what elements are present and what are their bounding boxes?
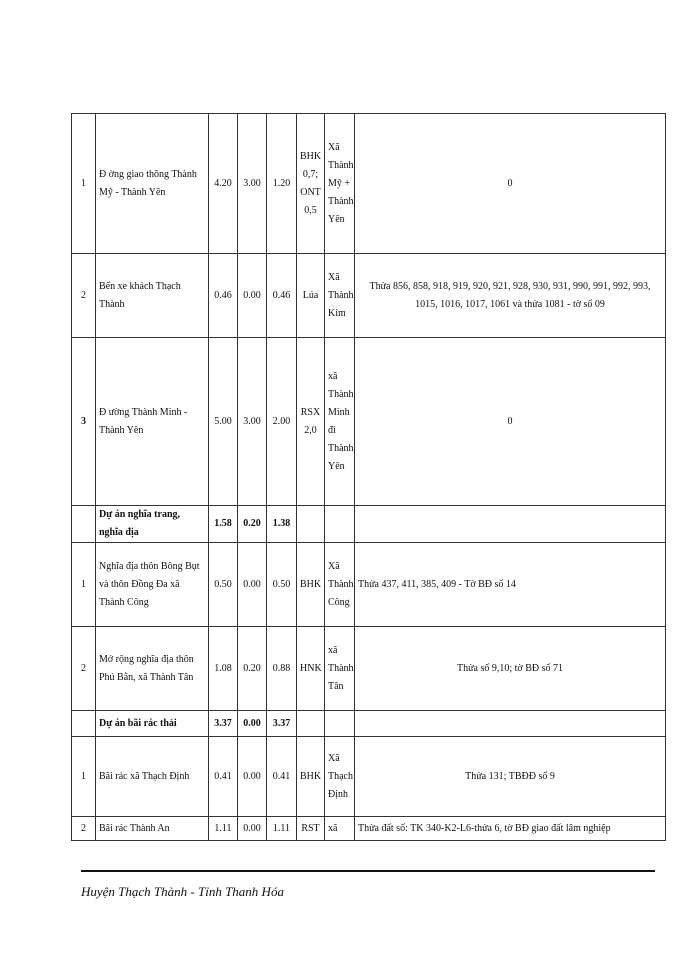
area-b-cell: 1.11 bbox=[267, 817, 297, 841]
total-area-cell: 5.00 bbox=[209, 338, 238, 506]
land-type-cell: BHK 0,7; ONT 0,5 bbox=[297, 114, 325, 254]
total-area-cell: 3.37 bbox=[209, 711, 238, 737]
area-b-cell: 1.20 bbox=[267, 114, 297, 254]
land-type-cell: BHK bbox=[297, 543, 325, 627]
table-row bbox=[72, 737, 666, 817]
project-name-cell: Nghĩa địa thôn Bông Bụt và thôn Đồng Đa xã Thành Công bbox=[96, 543, 209, 627]
parcel-note-cell bbox=[355, 711, 666, 737]
parcel-note-cell: Thửa 437, 411, 385, 409 - Tờ BĐ số 14 bbox=[355, 543, 666, 627]
project-name-cell: Dự án bãi rác thải bbox=[96, 711, 209, 737]
project-name-cell: Bến xe khách Thạch Thành bbox=[96, 254, 209, 338]
table-row bbox=[72, 114, 666, 254]
parcel-note-cell: Thửa đất số: TK 340-K2-L6-thửa 6, tờ BĐ giao đất lâm nghiệp bbox=[355, 817, 666, 841]
total-area-cell: 1.58 bbox=[209, 506, 238, 543]
parcel-note-cell: 0 bbox=[355, 338, 666, 506]
land-type-cell bbox=[297, 506, 325, 543]
area-a-cell: 3.00 bbox=[238, 114, 267, 254]
total-area-cell: 4.20 bbox=[209, 114, 238, 254]
project-name-cell: Bãi rác xã Thạch Định bbox=[96, 737, 209, 817]
parcel-note-cell: Thửa 131; TBĐĐ số 9 bbox=[355, 737, 666, 817]
area-a-cell: 0.00 bbox=[238, 737, 267, 817]
total-area-cell: 0.46 bbox=[209, 254, 238, 338]
table-row bbox=[72, 627, 666, 711]
area-b-cell: 1.38 bbox=[267, 506, 297, 543]
stt-cell: 3 bbox=[72, 338, 96, 506]
area-a-cell: 0.00 bbox=[238, 254, 267, 338]
project-name-cell: Bãi rác Thành An bbox=[96, 817, 209, 841]
area-a-cell: 3.00 bbox=[238, 338, 267, 506]
location-cell: xã Thành Tân bbox=[325, 627, 355, 711]
area-b-cell: 2.00 bbox=[267, 338, 297, 506]
stt-cell: 1 bbox=[72, 737, 96, 817]
location-cell: Xã Thạch Định bbox=[325, 737, 355, 817]
total-area-cell: 0.41 bbox=[209, 737, 238, 817]
stt-cell bbox=[72, 711, 96, 737]
stt-cell: 1 bbox=[72, 543, 96, 627]
table-body bbox=[72, 114, 666, 841]
parcel-note-cell bbox=[355, 506, 666, 543]
location-cell: xã bbox=[325, 817, 355, 841]
area-a-cell: 0.20 bbox=[238, 506, 267, 543]
location-cell bbox=[325, 506, 355, 543]
location-cell bbox=[325, 711, 355, 737]
area-a-cell: 0.00 bbox=[238, 711, 267, 737]
project-name-cell: Đ ường Thành Minh - Thành Yên bbox=[96, 338, 209, 506]
land-type-cell: RST bbox=[297, 817, 325, 841]
table-group-row bbox=[72, 506, 666, 543]
area-b-cell: 0.46 bbox=[267, 254, 297, 338]
area-a-cell: 0.00 bbox=[238, 817, 267, 841]
parcel-note-cell: Thửa số 9,10; tờ BĐ số 71 bbox=[355, 627, 666, 711]
land-type-cell: BHK bbox=[297, 737, 325, 817]
stt-cell: 1 bbox=[72, 114, 96, 254]
stt-cell bbox=[72, 506, 96, 543]
land-type-cell: HNK bbox=[297, 627, 325, 711]
parcel-note-cell: Thửa 856, 858, 918, 919, 920, 921, 928, 930, 931, 990, 991, 992, 993, 1015, 1016, 1017, 1061 và thửa 1081 - tờ số 09 bbox=[355, 254, 666, 338]
area-b-cell: 0.88 bbox=[267, 627, 297, 711]
project-name-cell: Đ ờng giao thông Thành Mỹ - Thành Yên bbox=[96, 114, 209, 254]
project-name-cell: Mở rộng nghĩa địa thôn Phú Bằn, xã Thành Tân bbox=[96, 627, 209, 711]
stt-cell: 2 bbox=[72, 817, 96, 841]
land-type-cell: RSX 2,0 bbox=[297, 338, 325, 506]
location-cell: Xã Thành Mỹ + Thành Yên bbox=[325, 114, 355, 254]
location-cell: xã Thành Minh đi Thành Yên bbox=[325, 338, 355, 506]
table-row bbox=[72, 254, 666, 338]
stt-cell: 2 bbox=[72, 627, 96, 711]
area-b-cell: 0.41 bbox=[267, 737, 297, 817]
area-b-cell: 3.37 bbox=[267, 711, 297, 737]
footer-rule bbox=[81, 870, 655, 872]
total-area-cell: 1.08 bbox=[209, 627, 238, 711]
total-area-cell: 1.11 bbox=[209, 817, 238, 841]
stt-cell: 2 bbox=[72, 254, 96, 338]
table-group-row bbox=[72, 711, 666, 737]
area-a-cell: 0.00 bbox=[238, 543, 267, 627]
parcel-note-cell: 0 bbox=[355, 114, 666, 254]
area-a-cell: 0.20 bbox=[238, 627, 267, 711]
table-row bbox=[72, 338, 666, 506]
total-area-cell: 0.50 bbox=[209, 543, 238, 627]
project-name-cell: Dự án nghĩa trang, nghĩa địa bbox=[96, 506, 209, 543]
land-use-table bbox=[71, 113, 666, 841]
footer-text: Huyện Thạch Thành - Tỉnh Thanh Hóa bbox=[81, 884, 284, 899]
table-row bbox=[72, 543, 666, 627]
location-cell: Xã Thành Công bbox=[325, 543, 355, 627]
location-cell: Xã Thành Kim bbox=[325, 254, 355, 338]
area-b-cell: 0.50 bbox=[267, 543, 297, 627]
table-row bbox=[72, 817, 666, 841]
land-type-cell: Lúa bbox=[297, 254, 325, 338]
land-type-cell bbox=[297, 711, 325, 737]
